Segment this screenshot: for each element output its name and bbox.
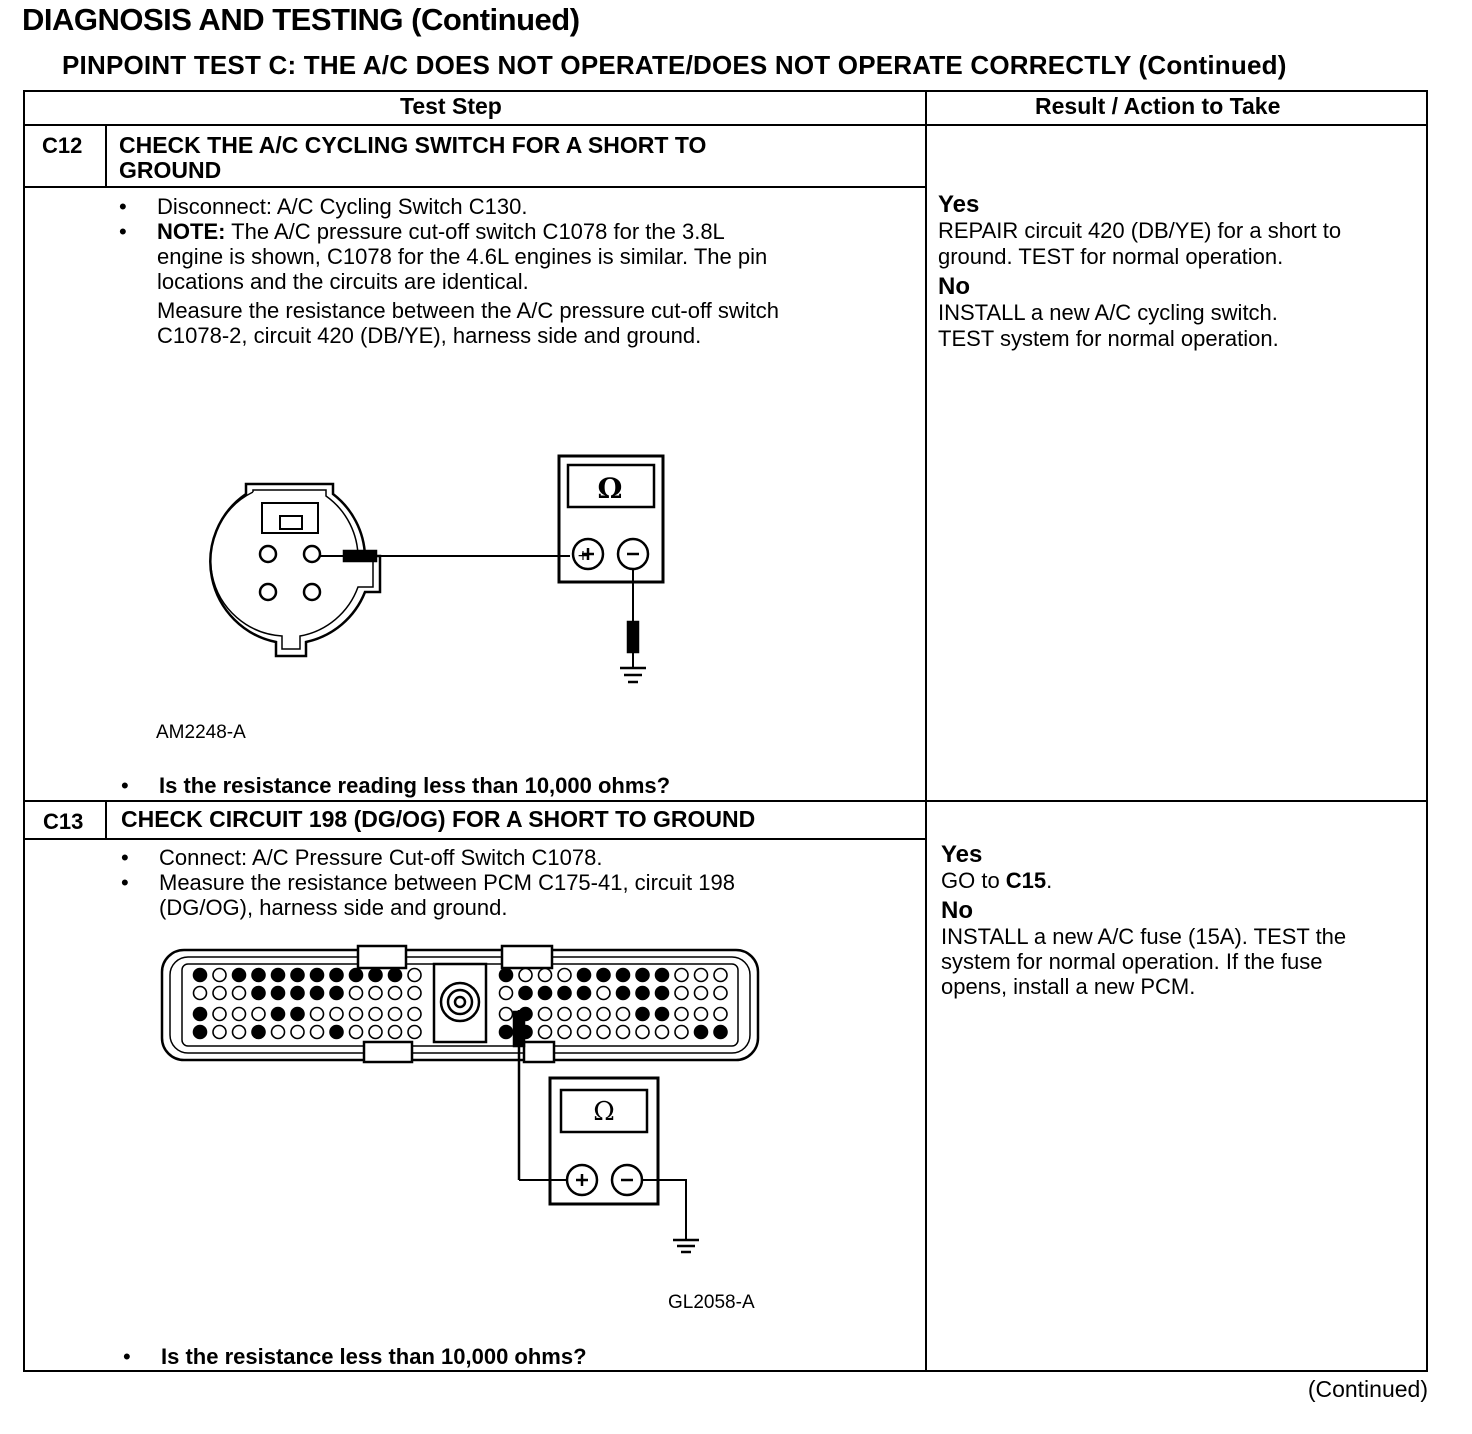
- step-title-line: CHECK THE A/C CYCLING SWITCH FOR A SHORT TO: [119, 132, 707, 158]
- pcm-pin: [500, 1008, 513, 1021]
- step-question: • Is the resistance reading less than 10,000 ohms?: [121, 773, 671, 798]
- pcm-pin: [617, 987, 630, 1000]
- pcm-pin: [675, 1008, 688, 1021]
- result-yes-text: GO to C15.: [941, 868, 1053, 893]
- pcm-pin: [578, 1008, 591, 1021]
- pcm-pin: [233, 969, 246, 982]
- pcm-pin: [636, 1026, 649, 1039]
- pcm-pin: [597, 1008, 610, 1021]
- note-label: NOTE:: [157, 219, 226, 244]
- pcm-pin: [597, 969, 610, 982]
- pcm-pin: [695, 969, 708, 982]
- pcm-pin: [408, 969, 421, 982]
- pcm-pin: [656, 969, 669, 982]
- pcm-pin: [519, 1008, 532, 1021]
- pcm-pin: [272, 987, 285, 1000]
- pcm-pin: [389, 1026, 402, 1039]
- step-title-line: GROUND: [119, 157, 222, 183]
- pcm-pin: [311, 969, 324, 982]
- note-text: locations and the circuits are identical.: [157, 269, 529, 294]
- pcm-pin: [519, 969, 532, 982]
- pcm-pin-grid: [194, 969, 728, 1039]
- pcm-pin: [291, 1026, 304, 1039]
- plus-icon: +: [577, 548, 589, 564]
- pcm-pin: [291, 1008, 304, 1021]
- bullet-icon: •: [123, 1344, 131, 1369]
- pcm-pin: [233, 987, 246, 1000]
- pcm-pin: [714, 1008, 727, 1021]
- pcm-pin: [213, 987, 226, 1000]
- pcm-pin: [558, 1008, 571, 1021]
- result-yes-label: Yes: [938, 191, 980, 218]
- pcm-pin: [311, 1026, 324, 1039]
- pcm-pin: [330, 1026, 343, 1039]
- bullet-icon: •: [119, 194, 127, 219]
- pcm-pin: [500, 969, 513, 982]
- pcm-pin: [272, 1026, 285, 1039]
- column-header-test-step: Test Step: [400, 93, 502, 119]
- figure-id: AM2248-A: [156, 722, 246, 743]
- pcm-pin: [500, 1026, 513, 1039]
- pcm-pin: [675, 969, 688, 982]
- pcm-pin: [617, 1008, 630, 1021]
- figure-id: GL2058-A: [668, 1292, 755, 1313]
- pcm-pin: [519, 1026, 532, 1039]
- pcm-pin: [656, 987, 669, 1000]
- result-yes-label: Yes: [941, 841, 983, 868]
- bullet-icon: •: [121, 773, 129, 798]
- continued-label: (Continued): [1307, 1376, 1428, 1402]
- step-title: CHECK CIRCUIT 198 (DG/OG) FOR A SHORT TO GROUND: [121, 806, 756, 832]
- note-text: engine is shown, C1078 for the 4.6L engines is similar. The pin: [157, 244, 768, 269]
- pcm-pin: [350, 969, 363, 982]
- pcm-pin: [194, 1026, 207, 1039]
- step-measure: • Measure the resistance between PCM C175-41, circuit 198 (DG/OG), harness side and ground.: [121, 870, 735, 920]
- note-text: The A/C pressure cut-off switch C1078 for the 3.8L: [231, 219, 725, 244]
- bullet-icon: •: [119, 219, 127, 244]
- pcm-pin: [714, 969, 727, 982]
- pcm-pin: [213, 1026, 226, 1039]
- pcm-pin: [558, 969, 571, 982]
- pcm-pin: [714, 987, 727, 1000]
- pcm-pin: [578, 969, 591, 982]
- pcm-pin: [291, 969, 304, 982]
- pcm-pin: [578, 1026, 591, 1039]
- page-title: DIAGNOSIS AND TESTING (Continued): [22, 2, 580, 37]
- pcm-pin: [330, 969, 343, 982]
- pcm-pin: [636, 969, 649, 982]
- pcm-pin: [369, 987, 382, 1000]
- pcm-pin: [194, 987, 207, 1000]
- pcm-pin: [695, 1026, 708, 1039]
- pcm-pin: [539, 1026, 552, 1039]
- pcm-pin: [311, 987, 324, 1000]
- pcm-pin: [408, 1026, 421, 1039]
- ohm-symbol: Ω: [597, 472, 623, 505]
- step-instruction: • Disconnect: A/C Cycling Switch C130.: [119, 194, 528, 219]
- pcm-pin: [233, 1008, 246, 1021]
- pcm-pin: [539, 987, 552, 1000]
- pcm-pin: [252, 969, 265, 982]
- ohm-symbol: Ω: [593, 1097, 615, 1127]
- pcm-pin: [369, 969, 382, 982]
- pcm-pin: [213, 1008, 226, 1021]
- pcm-pin: [252, 1008, 265, 1021]
- pcm-pin: [330, 1008, 343, 1021]
- pcm-pin: [272, 1008, 285, 1021]
- result-no-text: INSTALL a new A/C cycling switch. TEST system for normal operation.: [938, 300, 1279, 351]
- pcm-pin: [389, 1008, 402, 1021]
- pcm-pin: [233, 1026, 246, 1039]
- pcm-pin: [350, 1008, 363, 1021]
- step-measure: Measure the resistance between the A/C pressure cut-off switch C1078-2, circuit 420 (DB/YE), harness side and ground.: [157, 298, 780, 348]
- result-yes-text: REPAIR circuit 420 (DB/YE) for a short to ground. TEST for normal operation.: [938, 218, 1342, 269]
- pcm-pin: [656, 1008, 669, 1021]
- column-header-result: Result / Action to Take: [1035, 93, 1281, 119]
- pcm-pin: [194, 1008, 207, 1021]
- pcm-pin: [675, 987, 688, 1000]
- step-question: • Is the resistance less than 10,000 ohms?: [123, 1344, 587, 1369]
- bullet-icon: •: [121, 845, 129, 870]
- pcm-pin: [636, 987, 649, 1000]
- step-link-c15: C15: [1005, 868, 1047, 893]
- pcm-pin: [636, 1008, 649, 1021]
- pcm-pin: [369, 1026, 382, 1039]
- pcm-pin: [558, 987, 571, 1000]
- pcm-pin: [389, 969, 402, 982]
- pcm-pin: [330, 987, 343, 1000]
- pcm-pin: [617, 969, 630, 982]
- pcm-pin: [695, 1008, 708, 1021]
- pcm-pin: [714, 1026, 727, 1039]
- pcm-pin: [252, 1026, 265, 1039]
- bullet-icon: •: [121, 870, 129, 895]
- pcm-pin: [408, 987, 421, 1000]
- step-id: C12: [42, 133, 83, 158]
- pcm-pin: [617, 1026, 630, 1039]
- pcm-pin: [656, 1026, 669, 1039]
- pcm-pin: [675, 1026, 688, 1039]
- pcm-pin: [597, 987, 610, 1000]
- pcm-pin: [194, 969, 207, 982]
- pcm-pin: [519, 987, 532, 1000]
- pinpoint-test-title: PINPOINT TEST C: THE A/C DOES NOT OPERATE/DOES NOT OPERATE CORRECTLY (Continued): [62, 50, 1287, 80]
- pcm-pin: [252, 987, 265, 1000]
- pcm-pin: [539, 969, 552, 982]
- pcm-pin: [558, 1026, 571, 1039]
- pcm-connector-body: [162, 950, 758, 1060]
- result-no-label: No: [941, 897, 973, 924]
- pcm-pin: [578, 987, 591, 1000]
- result-no-text: INSTALL a new A/C fuse (15A). TEST the system for normal operation. If the fuse opens, install a new PCM.: [941, 924, 1347, 999]
- pcm-pin: [695, 987, 708, 1000]
- result-no-label: No: [938, 273, 970, 300]
- pcm-pin: [408, 1008, 421, 1021]
- pcm-pin: [213, 969, 226, 982]
- result-c13: [941, 842, 1423, 1003]
- pcm-pin: [597, 1026, 610, 1039]
- pcm-pin: [350, 1026, 363, 1039]
- pcm-pin: [272, 969, 285, 982]
- pcm-pin: [389, 987, 402, 1000]
- step-instruction: • Connect: A/C Pressure Cut-off Switch C1078.: [121, 845, 603, 870]
- pcm-pin: [500, 987, 513, 1000]
- pcm-pin: [311, 1008, 324, 1021]
- pcm-pin: [369, 1008, 382, 1021]
- pcm-pin: [291, 987, 304, 1000]
- step-id: C13: [43, 809, 84, 834]
- pcm-pin: [350, 987, 363, 1000]
- pcm-pin: [539, 1008, 552, 1021]
